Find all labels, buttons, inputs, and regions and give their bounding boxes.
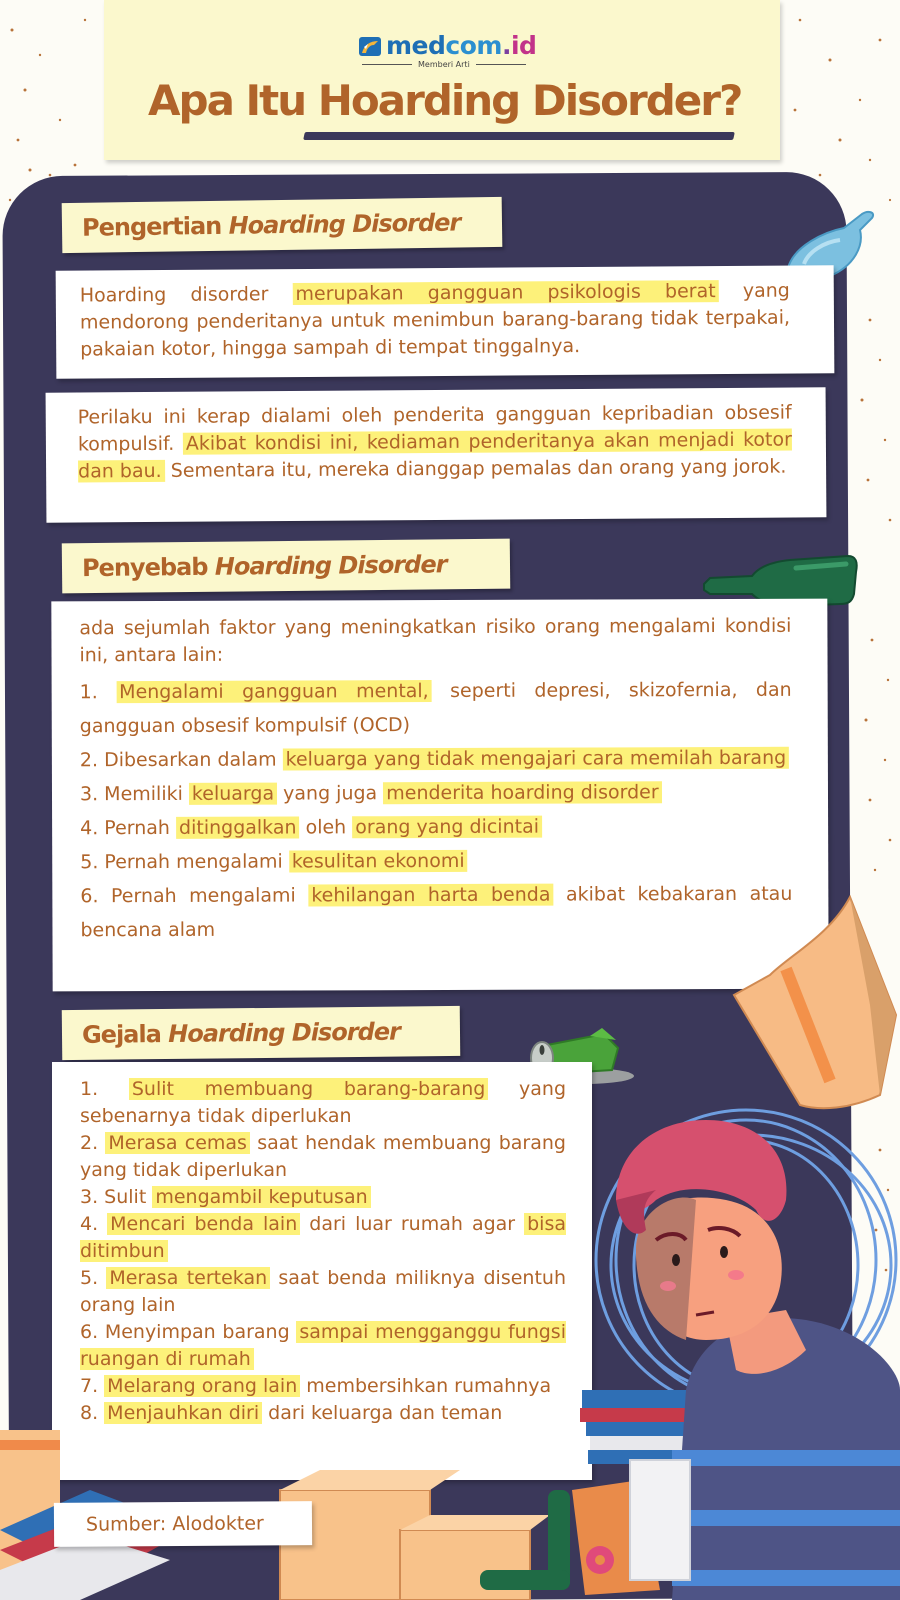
highlighted-text: Melarang orang lain	[104, 1375, 300, 1397]
logo-wordmark: medcom.id	[386, 31, 537, 60]
text-segment: 3. Sulit	[80, 1186, 153, 1208]
text-segment: 1.	[79, 681, 117, 704]
penyebab-list	[80, 673, 793, 947]
highlighted-text: merupakan gangguan psikologis berat	[292, 280, 718, 305]
list-item	[80, 1265, 566, 1319]
text-segment: 6. Menyimpan barang	[80, 1321, 297, 1343]
highlighted-text: Menjauhkan diri	[104, 1402, 262, 1424]
text-segment: 8.	[80, 1402, 105, 1424]
list-item	[80, 673, 792, 743]
logo-tagline: Memberi Arti	[418, 60, 470, 69]
page-title: Apa Itu Hoarding Disorder?	[148, 76, 742, 125]
highlighted-text: sampai mengganggu fungsi ruangan di rumah	[80, 1321, 566, 1370]
text-segment: yang mendorong penderitanya untuk menimbun barang-barang tidak terpakai, pakaian kotor, hingga sampah di tempat tinggalnya.	[79, 279, 791, 361]
section-heading-gejala: Gejala Hoarding Disorder	[62, 1006, 461, 1060]
text-segment: 4.	[80, 1213, 108, 1235]
list-item	[80, 1211, 566, 1265]
list-item	[80, 843, 792, 879]
paragraph-text	[78, 400, 793, 486]
text-segment: dari luar rumah agar	[300, 1213, 525, 1235]
list-item	[80, 775, 792, 811]
eagle-logo-icon	[358, 35, 382, 57]
text-segment: Hoarding disorder	[79, 283, 293, 307]
text-segment: 2.	[80, 1132, 106, 1154]
text-segment: 4. Pernah	[80, 816, 177, 840]
section-heading-pengertian: Pengertian Hoarding Disorder	[62, 197, 503, 253]
text-segment: 2. Dibesarkan dalam	[79, 748, 283, 772]
list-item	[80, 1076, 566, 1130]
text-segment: seperti depresi, skizofernia, dan gangguan obsesif kompulsif (OCD)	[79, 678, 792, 738]
paragraph-text	[80, 278, 791, 364]
text-segment: 3. Memiliki	[79, 782, 189, 806]
text-segment: Perilaku ini kerap dialami oleh penderita gangguan kepribadian obsesif kompulsif.	[77, 401, 792, 456]
header-card	[104, 0, 780, 160]
highlighted-text: Merasa cemas	[105, 1132, 250, 1154]
text-segment: yang sebenarnya tidak diperlukan	[80, 1078, 567, 1127]
list-item	[80, 1130, 566, 1184]
list-item	[80, 877, 792, 947]
highlighted-text: Merasa tertekan	[106, 1267, 270, 1289]
gejala-card	[52, 1062, 592, 1480]
text-segment: yang juga	[277, 782, 384, 805]
pengertian-paragraph-2	[46, 387, 827, 522]
list-item	[80, 809, 792, 845]
title-underline	[303, 132, 735, 140]
list-item	[80, 1373, 566, 1400]
source-text: Sumber: Alodokter	[85, 1511, 264, 1536]
highlighted-text: ditinggalkan	[176, 816, 300, 838]
text-segment: 6. Pernah mengalami	[80, 884, 309, 908]
highlighted-text: keluarga	[189, 783, 277, 805]
highlighted-text: Akibat kondisi ini, kediaman penderitanya akan menjadi kotor dan bau.	[78, 428, 792, 483]
highlighted-text: orang yang dicintai	[352, 816, 542, 839]
gejala-list	[80, 1076, 566, 1427]
text-segment: akibat kebakaran atau bencana alam	[80, 882, 793, 942]
text-segment: oleh	[299, 816, 353, 839]
text-segment: saat hendak membuang barang yang tidak diperlukan	[80, 1132, 566, 1181]
paper-bag-icon	[730, 895, 900, 1115]
list-item	[80, 1319, 566, 1373]
text-segment: Sementara itu, mereka dianggap pemalas dan orang yang jorok.	[164, 455, 787, 482]
highlighted-text: Sulit membuang barang-barang	[129, 1078, 488, 1100]
source-label	[54, 1501, 312, 1547]
text-segment: 7.	[80, 1375, 105, 1397]
penyebab-card	[51, 599, 828, 992]
text-segment: membersihkan rumahnya	[300, 1375, 552, 1397]
highlighted-text: kehilangan harta benda	[308, 884, 553, 907]
list-item	[80, 741, 792, 777]
text-segment: 5. Pernah mengalami	[80, 850, 289, 874]
highlighted-text: kesulitan ekonomi	[289, 850, 468, 873]
penyebab-intro: ada sejumlah faktor yang meningkatkan risiko orang mengalami kondisi ini, antara lain:	[79, 614, 792, 667]
text-segment: 1.	[80, 1078, 129, 1100]
text-segment: 5.	[80, 1267, 107, 1289]
list-item	[80, 1184, 566, 1211]
section-heading-penyebab: Penyebab Hoarding Disorder	[62, 539, 510, 594]
highlighted-text: mengambil keputusan	[152, 1186, 370, 1208]
text-segment: saat benda miliknya disentuh orang lain	[80, 1267, 567, 1316]
medcom-logo[interactable]	[358, 31, 538, 70]
highlighted-text: keluarga yang tidak mengajari cara memilah barang	[283, 747, 790, 771]
highlighted-text: bisa ditimbun	[80, 1213, 567, 1262]
highlighted-text: Mengalami gangguan mental,	[116, 680, 432, 703]
pengertian-paragraph-1	[56, 265, 835, 378]
highlighted-text: menderita hoarding disorder	[383, 781, 661, 804]
text-segment: dari keluarga dan teman	[262, 1402, 503, 1424]
highlighted-text: Mencari benda lain	[107, 1213, 300, 1235]
